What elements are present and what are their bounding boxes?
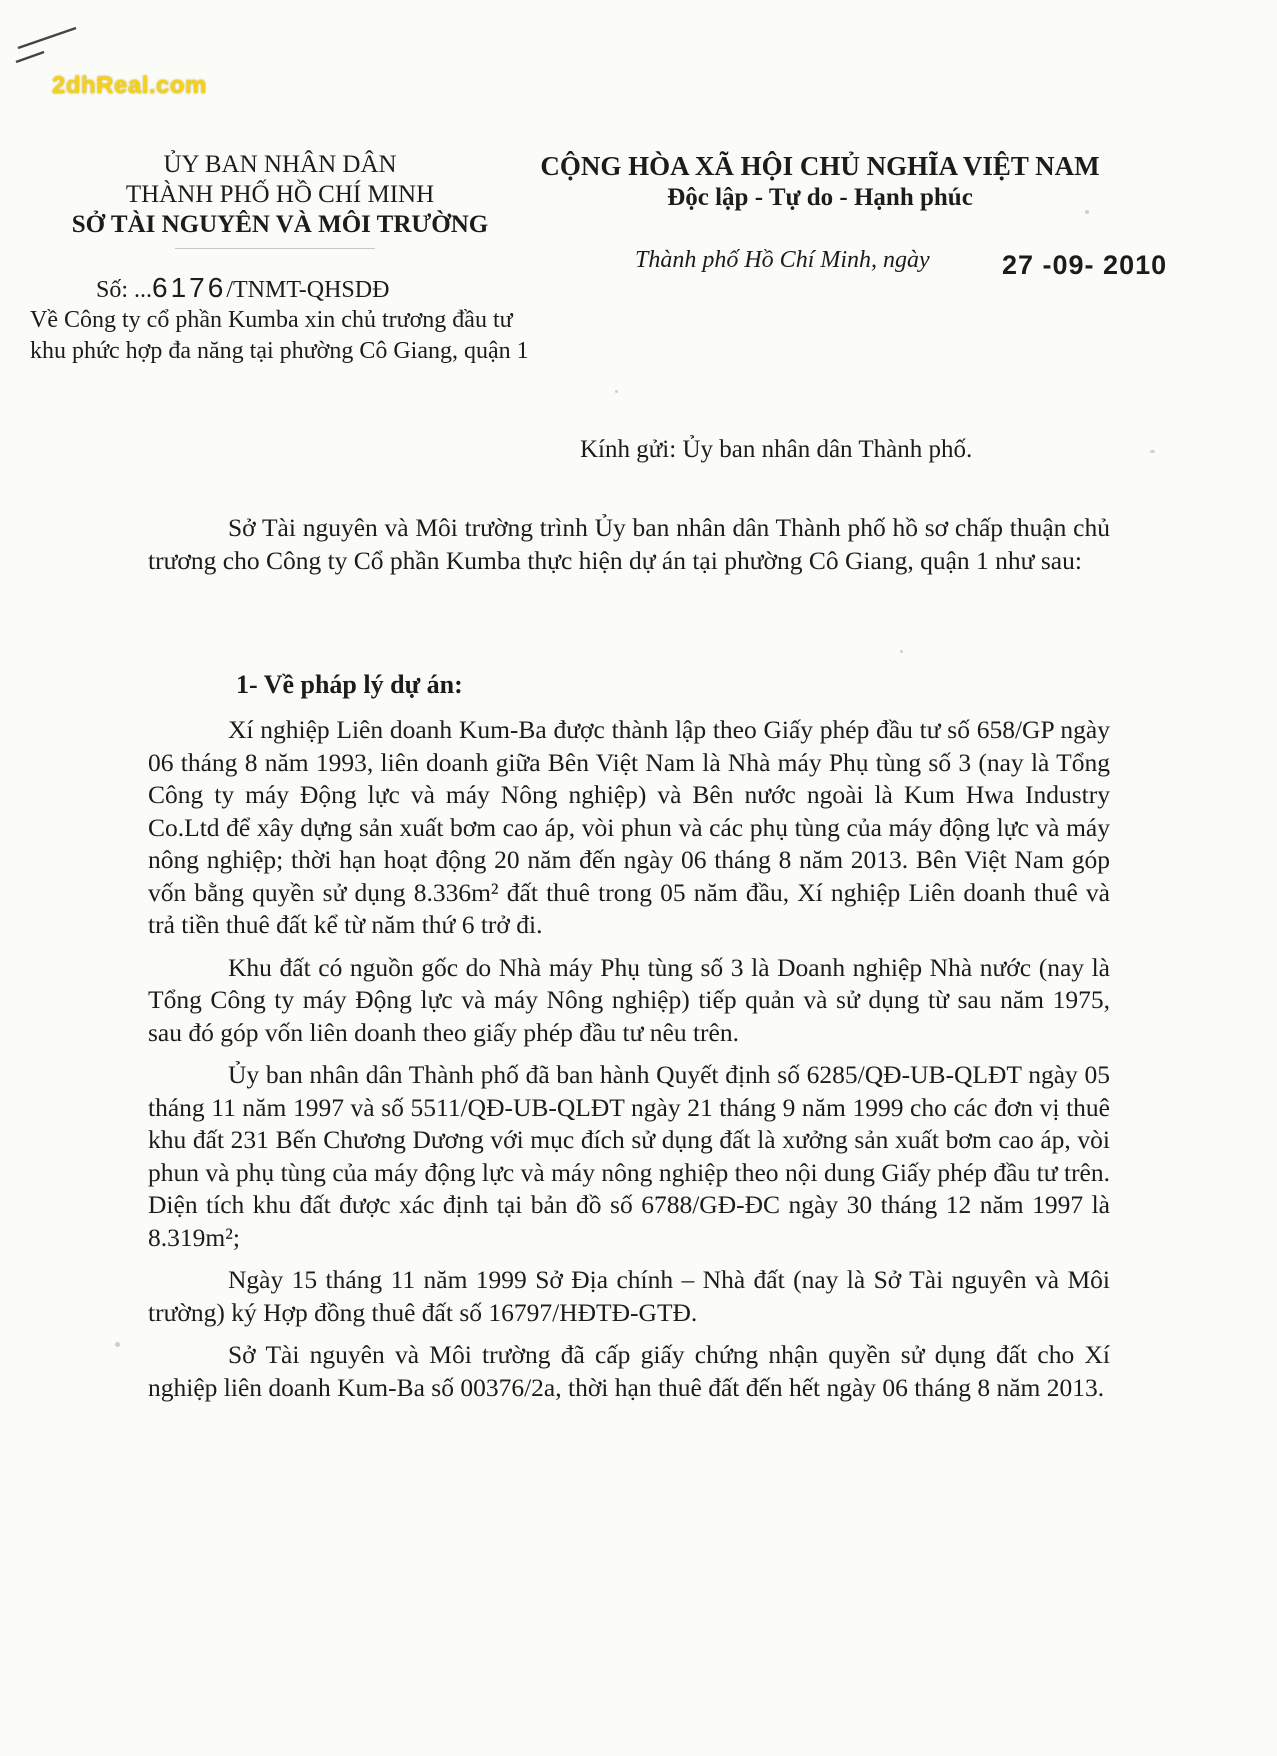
recipient-line: Kính gửi: Ủy ban nhân dân Thành phố. xyxy=(580,436,973,463)
date-stamp: 27 -09- 2010 xyxy=(1002,250,1168,280)
nation-name: CỘNG HÒA XÃ HỘI CHỦ NGHĨA VIỆT NAM xyxy=(540,151,1100,181)
body-paragraph-4: Ngày 15 tháng 11 năm 1999 Sở Địa chính – Nhà đất (nay là Sở Tài nguyên và Môi trường) ký Hợp đồng thuê đất số 16797/HĐTĐ-GTĐ. xyxy=(148,1265,1110,1327)
body-paragraph-3: Ủy ban nhân dân Thành phố đã ban hành Quyết định số 6285/QĐ-UB-QLĐT ngày 05 tháng 11 năm 1997 và số 5511/QĐ-UB-QLĐT ngày 21 tháng 9 năm 1999 cho các đơn vị thuê khu đất 231 Bến Chương Dương với mục đích sử dụng đất là xưởng sản xuất bơm cao áp, vòi phun và phụ tùng của máy động lực và máy nông nghiệp theo nội dung Giấy phép đầu tư trên. Diện tích khu đất được xác định tại bản đồ số 6788/GĐ-ĐC ngày 30 tháng 12 năm 1997 là 8.319m²; xyxy=(148,1060,1110,1252)
body-paragraph-1: Xí nghiệp Liên doanh Kum-Ba được thành lập theo Giấy phép đầu tư số 658/GP ngày 06 tháng 8 năm 1993, liên doanh giữa Bên Việt Nam là Nhà máy Phụ tùng số 3 (nay là Tổng Công ty máy Động lực và máy Nông nghiệp) và Bên nước ngoài là Kum Hwa Industry Co.Ltd để xây dựng sản xuất bơm cao áp, vòi phun và các phụ tùng của máy động lực và máy nông nghiệp; thời hạn hoạt động 20 năm đến ngày 06 tháng 8 năm 2013. Bên Việt Nam góp vốn bằng quyền sử dụng 8.336m² đất thuê trong 05 năm đầu, Xí nghiệp Liên doanh thuê và trả tiền thuê đất kể từ năm thứ 6 trở đi. xyxy=(148,715,1110,939)
number-suffix: /TNMT-QHSDĐ xyxy=(226,277,390,303)
scan-speck xyxy=(1085,210,1089,214)
number-dots: ... xyxy=(134,277,153,303)
pen-mark-icon xyxy=(14,18,84,68)
authority-line-2: THÀNH PHỐ HỒ CHÍ MINH xyxy=(125,181,435,208)
scan-speck xyxy=(615,390,618,393)
number-value: 6176 xyxy=(152,272,227,303)
national-motto: Độc lập - Tự do - Hạnh phúc xyxy=(667,184,973,211)
section-heading: 1- Về pháp lý dự án: xyxy=(236,670,463,699)
scan-speck xyxy=(1150,450,1155,453)
scan-speck xyxy=(900,650,903,653)
authority-department: SỞ TÀI NGUYÊN VÀ MÔI TRƯỜNG xyxy=(71,211,489,238)
intro-paragraph: Sở Tài nguyên và Môi trường trình Ủy ban nhân dân Thành phố hồ sơ chấp thuận chủ trương cho Công ty Cổ phần Kumba thực hiện dự án tại phường Cô Giang, quận 1 như sau: xyxy=(148,513,1110,575)
section-body xyxy=(148,714,1110,1404)
intro-paragraph-block xyxy=(148,512,1110,577)
issuing-authority xyxy=(40,150,520,240)
date-place-line: Thành phố Hồ Chí Minh, ngày xyxy=(635,247,930,273)
body-paragraph-5: Sở Tài nguyên và Môi trường đã cấp giấy chứng nhận quyền sử dụng đất cho Xí nghiệp liên doanh Kum-Ba số 00376/2a, thời hạn thuê đất đến hết ngày 06 tháng 8 năm 2013. xyxy=(148,1340,1110,1402)
national-heading xyxy=(520,150,1120,214)
number-prefix: Số: xyxy=(96,277,129,303)
authority-line-1: ỦY BAN NHÂN DÂN xyxy=(163,151,397,178)
document-subject: Về Công ty cổ phần Kumba xin chủ trương đầu tư khu phức hợp đa năng tại phường Cô Giang, quận 1 xyxy=(30,307,529,364)
header-underline-left xyxy=(175,248,375,249)
document-number xyxy=(96,272,389,304)
watermark: 2dhReal.com xyxy=(52,72,207,99)
body-paragraph-2: Khu đất có nguồn gốc do Nhà máy Phụ tùng số 3 là Doanh nghiệp Nhà nước (nay là Tổng Công ty máy Động lực và máy Nông nghiệp) tiếp quản và sử dụng từ sau năm 1975, sau đó góp vốn liên doanh theo giấy phép đầu tư nêu trên. xyxy=(148,952,1110,1047)
scan-speck xyxy=(115,1342,120,1347)
